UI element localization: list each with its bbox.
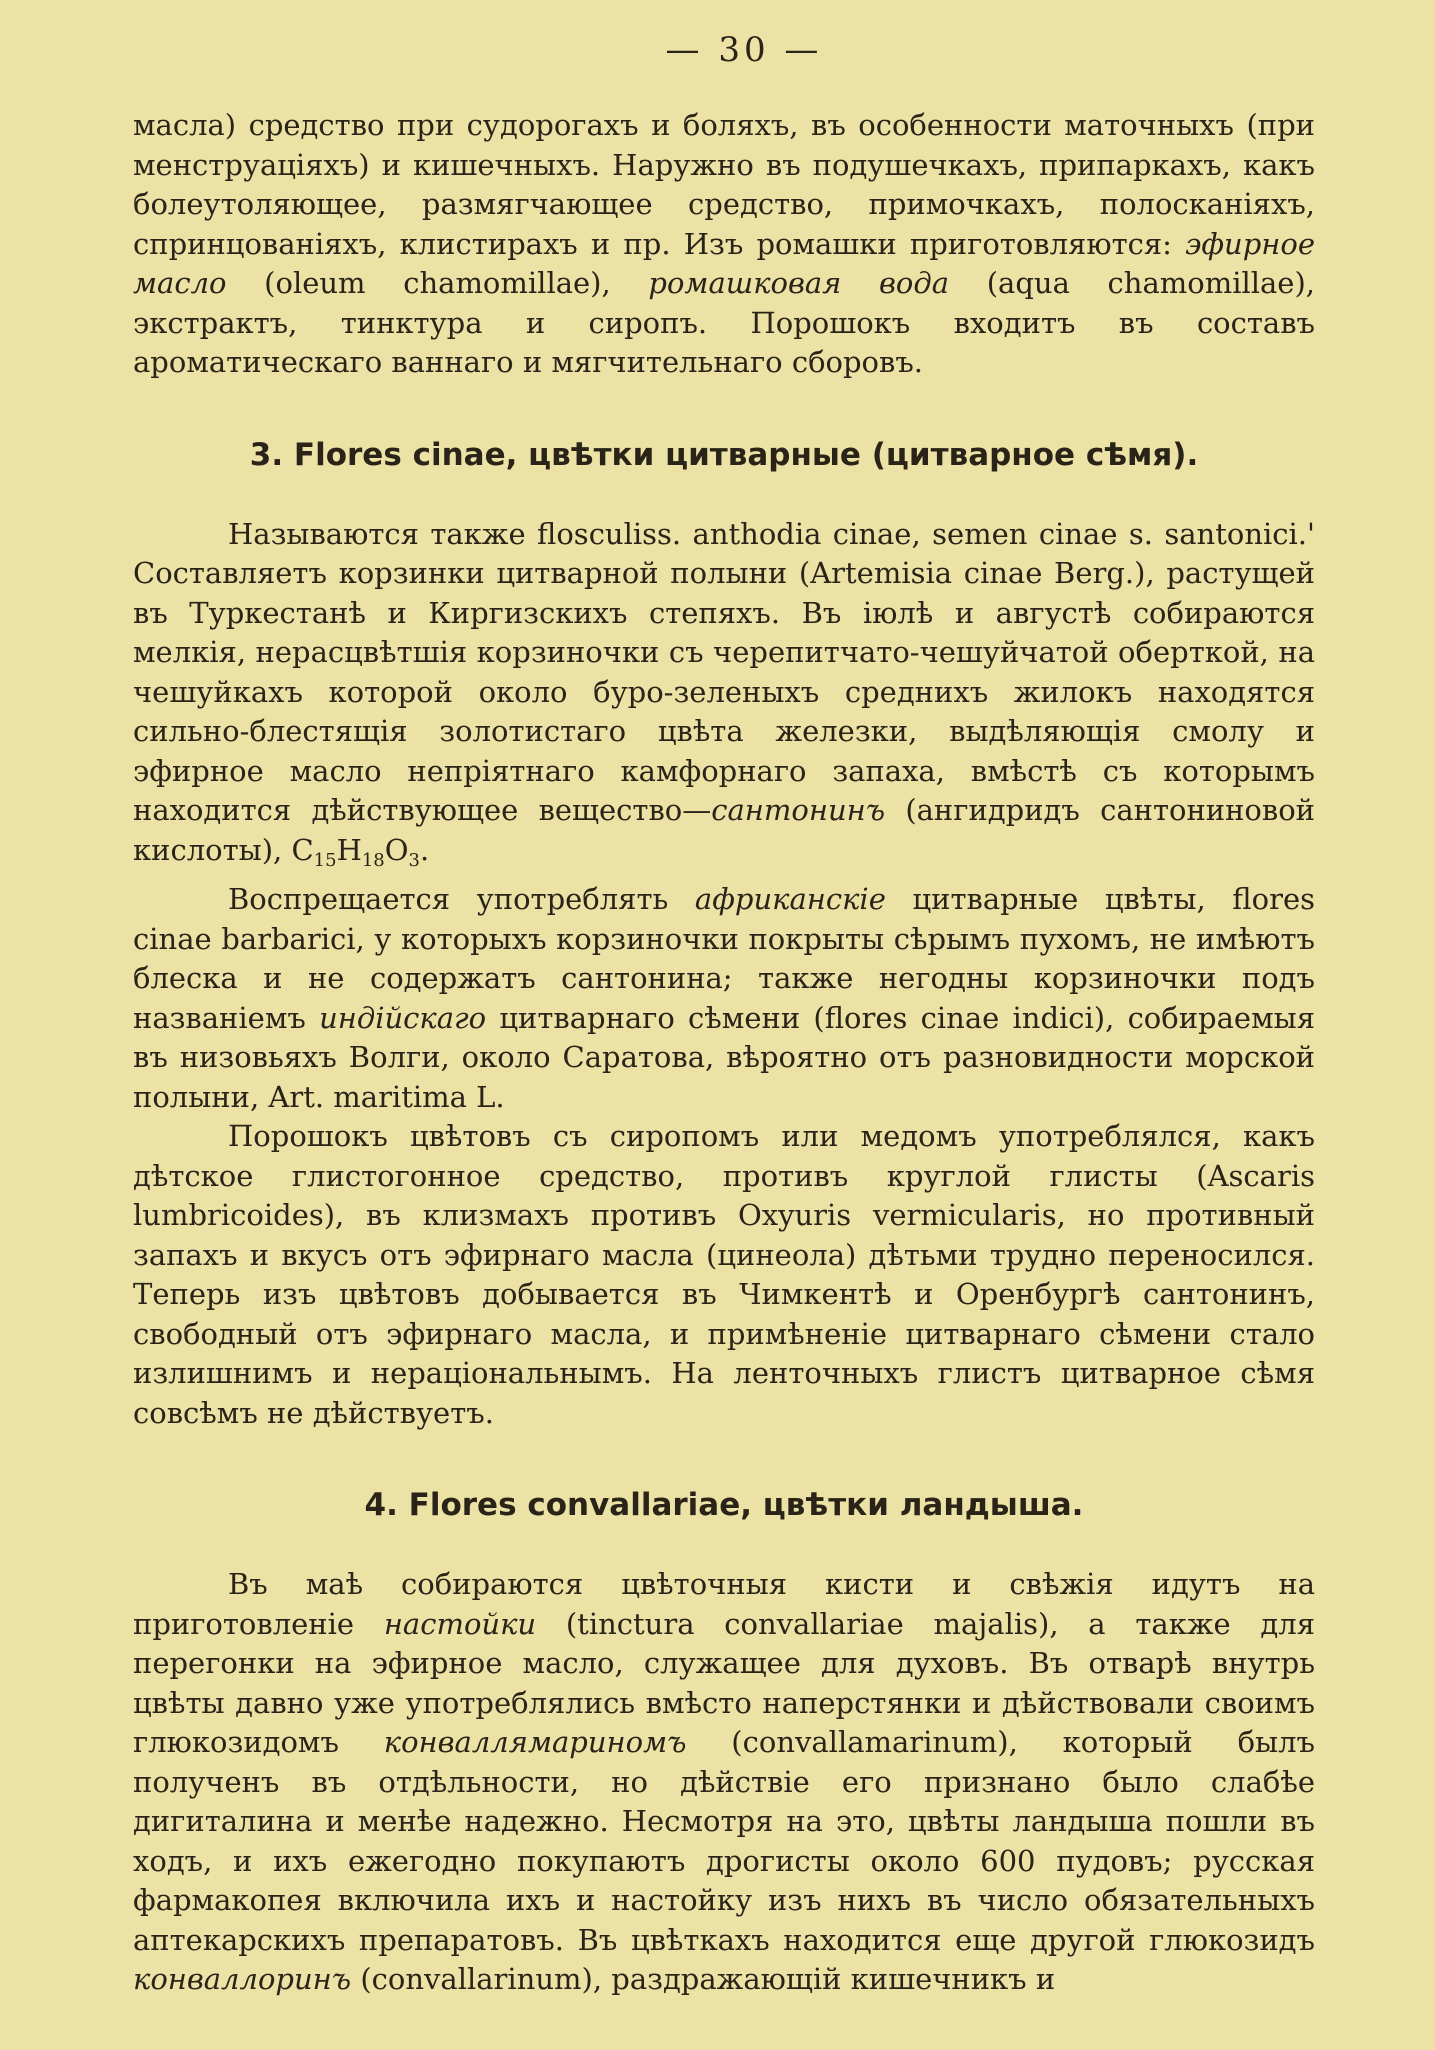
formula-symbol: О	[384, 832, 409, 867]
continued-paragraph	[133, 106, 1315, 383]
text-run: (oleum chamomillae),	[226, 266, 649, 300]
emphasis-term: африканскiе	[694, 882, 886, 916]
paragraph	[133, 515, 1315, 881]
text-run: Воспрещается употреблять	[228, 882, 695, 916]
emphasis-term: сантонинъ	[711, 793, 886, 827]
emphasis-term: конваллоринъ	[133, 1962, 352, 1996]
formula-subscript: 15	[313, 849, 337, 871]
text-run: Въ маѣ собираются цвѣточныя кисти и свѣжiя идутъ на приготовленiе	[133, 1567, 1315, 1641]
page-number: — 30 —	[665, 30, 823, 70]
text-run: масла) средство при судорогахъ и боляхъ, въ особенности маточныхъ (при менструацiяхъ) и кишечныхъ. Наружно въ подушечкахъ, припаркахъ, какъ болеутоляющее, размягчающее средство, примочкахъ, полосканiяхъ, спринцованiяхъ, клистирахъ и пр. Изъ ромашки приготовляются:	[133, 108, 1315, 261]
section-heading-4: 4. Flores convallariae, цвѣтки ландыша.	[364, 1487, 1084, 1523]
emphasis-term: эфирное масло	[133, 226, 1315, 300]
emphasis-term: настойки	[383, 1606, 537, 1641]
formula-symbol: Н	[336, 832, 362, 867]
text-run: Называются также flosculiss. anthodia cinae, semen cinae s. santonici.' Составляетъ корзинки цитварной полыни (Artemisia cinae Berg.), растущей въ Туркестанѣ и Киргизскихъ степяхъ. Въ iюлѣ и августѣ собираются мелкiя, нерасцвѣтшiя корзиночки съ черепитчато-чешуйчатой оберткой, на чешуйкахъ которой около буро-зеленыхъ среднихъ жилокъ находятся сильно-блестящiя золотистаго цвѣта железки, выдѣляющiя смолу и эфирное масло непрiятнаго камфорнаго запаха, вмѣстѣ съ которымъ находится дѣйствующее вещество—	[133, 516, 1315, 827]
text-run: (aqua chamomillae), экстрактъ, тинктура и сиропъ. Порошокъ входитъ въ составъ ароматическаго ваннаго и мягчительнаго сборовъ.	[133, 266, 1315, 379]
formula-subscript: 3	[408, 849, 420, 871]
paragraph: Порошокъ цвѣтовъ съ сиропомъ или медомъ употреблялся, какъ дѣтское глистогонное средство, противъ круглой глисты (Ascaris lumbricoides), въ клизмахъ противъ Oxyuris vermicularis, но противный запахъ и вкусъ отъ эфирнаго масла (цинеола) дѣтьми трудно переносился. Теперь изъ цвѣтовъ добывается въ Чимкентѣ и Оренбургѣ сантонинъ, свободный отъ эфирнаго масла, и примѣненiе цитварнаго сѣмени стало излишнимъ и нерацiональнымъ. На ленточныхъ глистъ цитварное сѣмя совсѣмъ не дѣйствуетъ.	[133, 1119, 1315, 1430]
text-run: (convallarinum), раздражающiй кишечникъ и	[351, 1962, 1056, 1996]
text-run: цитварнаго сѣмени (flores cinae indici), собираемыя въ низовьяхъ Волги, около Саратова, вѣроятно отъ разновидности морской полыни, Art. maritima L.	[133, 1000, 1316, 1114]
emphasis-term: конваллямариномъ	[383, 1725, 687, 1759]
emphasis-term: ромашковая вода	[648, 266, 950, 300]
section-heading-3: 3. Flores cinae, цвѣтки цитварные (цитварное сѣмя).	[249, 436, 1199, 473]
text-run: (ангидридъ сантониновой кислоты), С	[133, 793, 1316, 867]
text-run: (convallamarinum), который былъ полученъ въ отдѣльности, но дѣйствiе его признано было слабѣе дигиталина и менѣе надежно. Несмотря на это, цвѣты ландыша пошли въ ходъ, и ихъ ежегодно покупаютъ дрогисты около 600 пудовъ; русская фармакопея включила ихъ и настойку изъ нихъ въ число обязательныхъ аптекарскихъ препаратовъ. Въ цвѣткахъ находится еще другой глюкозидъ	[133, 1725, 1315, 1957]
text-run: (tinctura convallariae majalis), а также для перегонки на эфирное масло, служащее для духовъ. Въ отварѣ внутрь цвѣты давно уже употреблялись вмѣсто наперстянки и дѣйствовали своимъ глюкозидомъ	[133, 1606, 1315, 1759]
paragraph	[133, 880, 1315, 1117]
text-run: .	[420, 832, 430, 867]
formula-subscript: 18	[361, 849, 385, 871]
text-run: цитварные цвѣты, flores cinae barbarici, у которыхъ корзиночки покрыты сѣрымъ пухомъ, не имѣютъ блеска и не содержатъ сантонина; также негодны корзиночки подъ названiемъ	[133, 882, 1315, 1035]
paragraph	[133, 1565, 1315, 2000]
emphasis-term: индiйскаго	[319, 1000, 487, 1035]
